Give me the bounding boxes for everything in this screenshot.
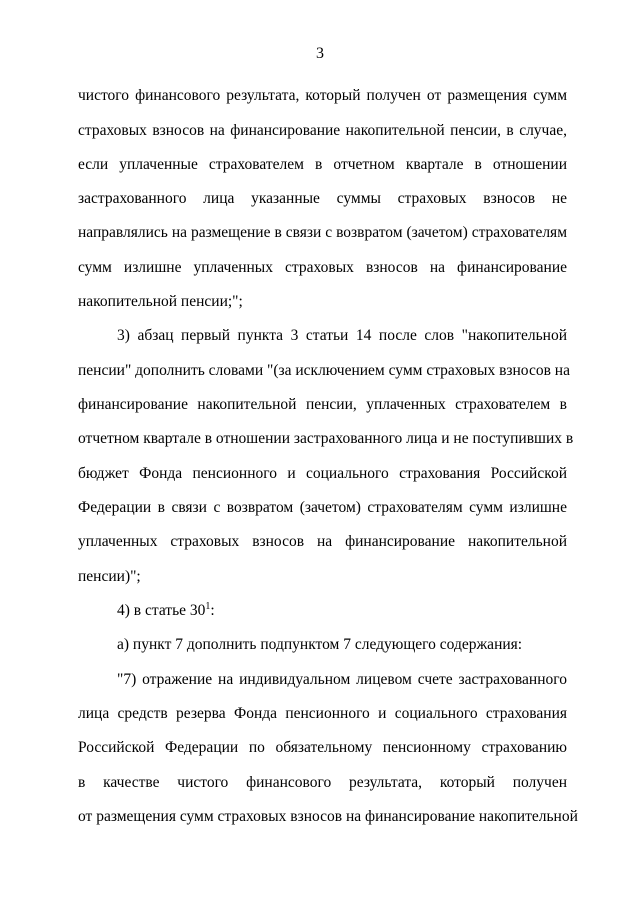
text-line: 3) абзац первый пункта 3 статьи 14 после слов "накопительной	[117, 327, 567, 344]
article-label: 4) в статье 30	[117, 602, 206, 619]
text-line: застрахованного лица указанные суммы страховых взносов не	[78, 190, 567, 207]
text-line: финансирование накопительной пенсии, уплаченных страхователем в	[78, 396, 567, 413]
text-line: страховых взносов на финансирование накопительной пенсии, в случае,	[78, 122, 567, 139]
text-line: отчетном квартале в отношении застрахованного лица и не поступивших в	[78, 430, 574, 447]
text-line: сумм излишне уплаченных страховых взносов на финансирование	[78, 259, 567, 276]
text-line: Федерации в связи с возвратом (зачетом) страхователям сумм излишне	[78, 499, 567, 516]
text-line: если уплаченные страхователем в отчетном квартале в отношении	[78, 156, 567, 173]
text-line: направлялись на размещение в связи с возвратом (зачетом) страхователям	[78, 224, 567, 241]
text-line: в качестве чистого финансового результата, который получен	[78, 774, 567, 791]
text-line: от размещения сумм страховых взносов на финансирование накопительной	[78, 808, 578, 825]
text-line: "7) отражение на индивидуальном лицевом счете застрахованного	[117, 671, 567, 688]
text-line: а) пункт 7 дополнить подпунктом 7 следующего содержания:	[117, 636, 523, 653]
text-line: Российской Федерации по обязательному пенсионному страхованию	[78, 739, 567, 756]
text-line: пенсии" дополнить словами "(за исключением сумм страховых взносов на	[78, 362, 570, 379]
text-line	[117, 601, 567, 621]
page-number: 3	[316, 45, 324, 62]
text-line: лица средств резерва Фонда пенсионного и социального страхования	[78, 705, 567, 722]
article-superscript: 1	[205, 600, 211, 612]
text-line: накопительной пенсии;";	[78, 293, 243, 310]
text-line: бюджет Фонда пенсионного и социального страхования Российской	[78, 465, 567, 482]
article-suffix: :	[210, 602, 215, 619]
text-line: чистого финансового результата, который получен от размещения сумм	[78, 87, 567, 104]
text-line: уплаченных страховых взносов на финансирование накопительной	[78, 533, 567, 550]
text-line: пенсии)";	[78, 568, 141, 585]
